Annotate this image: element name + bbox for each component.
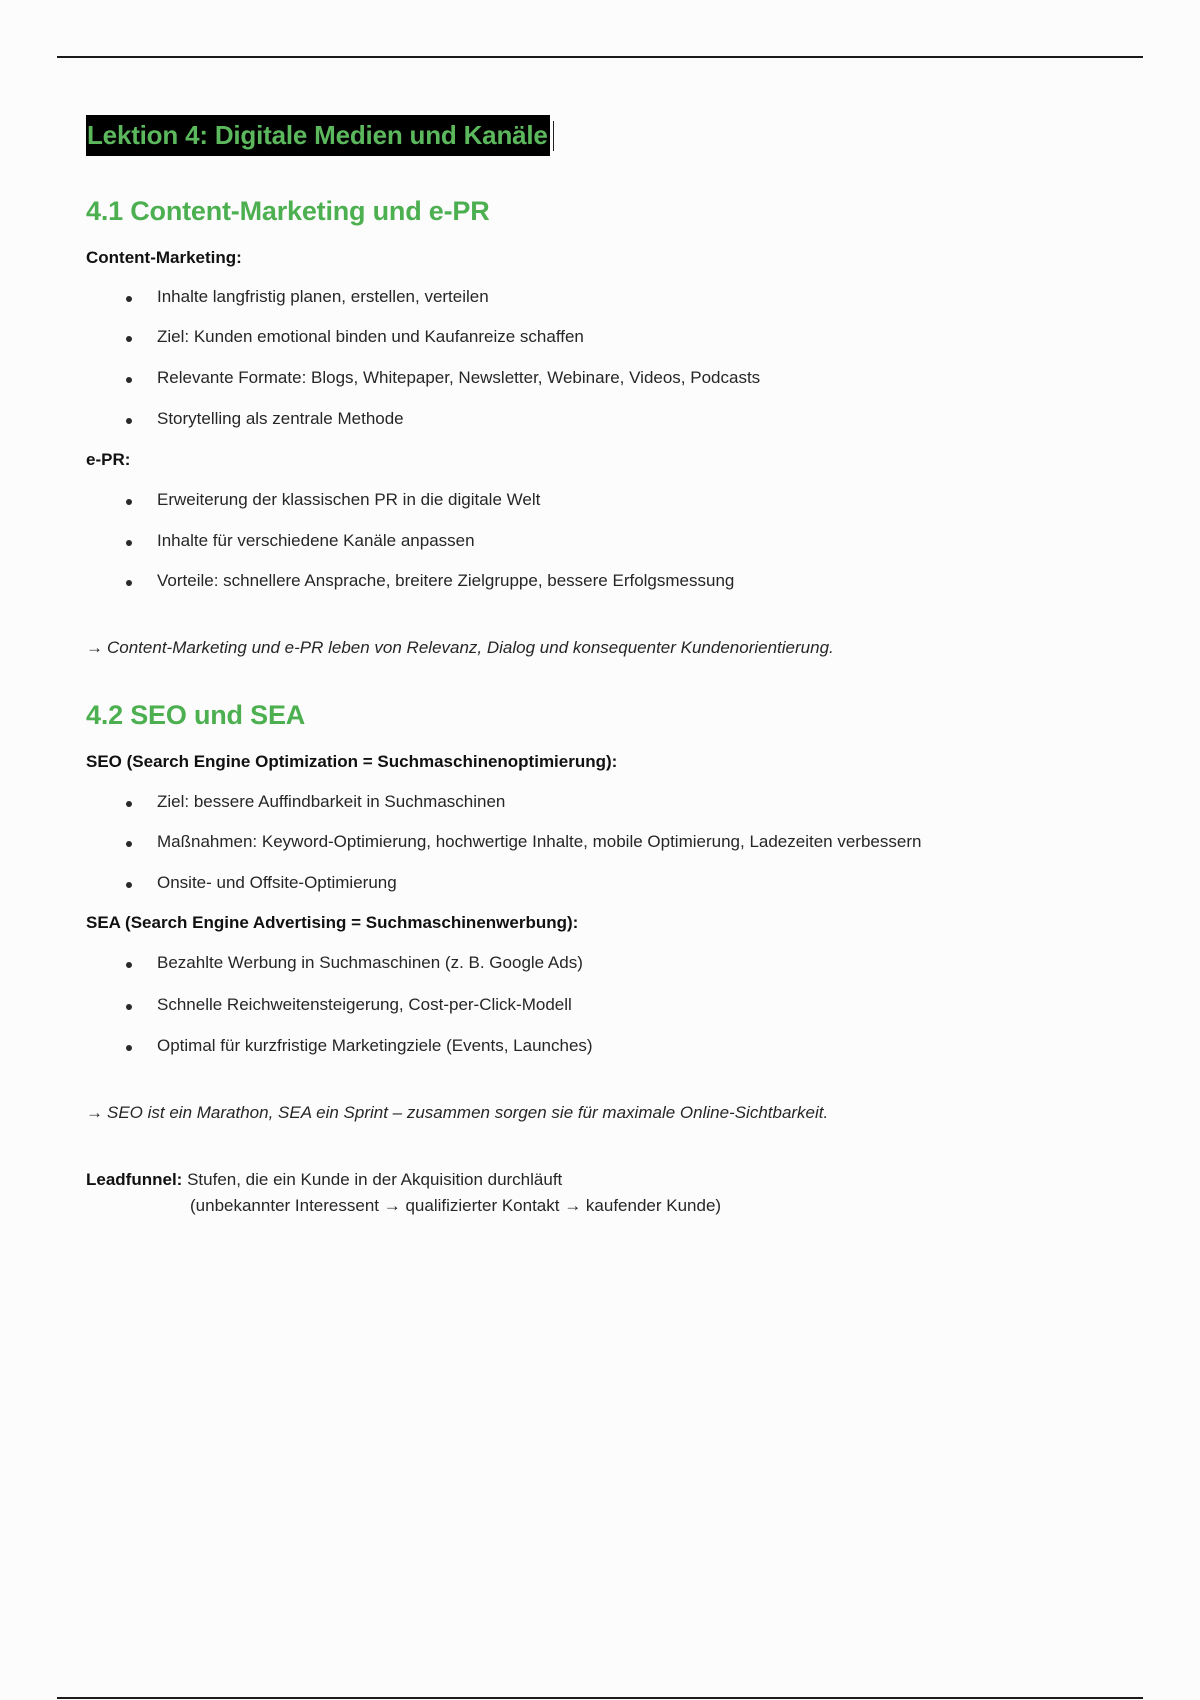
list-item [126, 287, 489, 307]
list-item [126, 873, 397, 893]
bullet-icon [126, 418, 132, 424]
list-item-text: Schnelle Reichweitensteigerung, Cost-per-Click-Modell [157, 995, 572, 1014]
list-item [126, 832, 921, 852]
seo-label: SEO (Search Engine Optimization = Suchmaschinenoptimierung): [86, 752, 618, 771]
list-item-text: Storytelling als zentrale Methode [157, 409, 404, 428]
list-item [126, 792, 505, 812]
list-item-text: Maßnahmen: Keyword-Optimierung, hochwertige Inhalte, mobile Optimierung, Ladezeiten verbessern [157, 832, 922, 851]
list-item [126, 327, 584, 347]
summary-note-text: Content-Marketing und e-PR leben von Relevanz, Dialog und konsequenter Kundenorientierung. [107, 638, 834, 657]
list-item-text: Ziel: Kunden emotional binden und Kaufanreize schaffen [157, 327, 584, 346]
list-item [126, 1036, 593, 1056]
leadfunnel-detail: (unbekannter Interessent → qualifizierter Kontakt → kaufender Kunde) [190, 1196, 722, 1215]
list-item-text: Inhalte für verschiedene Kanäle anpassen [157, 531, 475, 550]
leadfunnel-definition-text: Stufen, die ein Kunde in der Akquisition durchläuft [187, 1170, 563, 1189]
list-item-text: Vorteile: schnellere Ansprache, breitere Zielgruppe, bessere Erfolgsmessung [157, 571, 735, 590]
bullet-icon [126, 377, 132, 383]
summary-note-4-1 [86, 638, 834, 658]
section-heading-4-2: 4.2 SEO und SEA [86, 700, 306, 730]
bullet-icon [126, 841, 132, 847]
list-item-text: Erweiterung der klassischen PR in die digitale Welt [157, 490, 541, 509]
text-cursor [553, 121, 554, 151]
bullet-icon [126, 882, 132, 888]
bullet-icon [126, 540, 132, 546]
list-item-text: Bezahlte Werbung in Suchmaschinen (z. B. Google Ads) [157, 953, 583, 972]
leadfunnel-definition [86, 1170, 562, 1190]
lesson-title-text[interactable]: Lektion 4: Digitale Medien und Kanäle [86, 115, 550, 156]
bullet-icon [126, 1045, 132, 1051]
bullet-icon [126, 1004, 132, 1010]
bullet-icon [126, 801, 132, 807]
list-item [126, 953, 583, 973]
list-item [126, 995, 572, 1015]
list-item-text: Ziel: bessere Auffindbarkeit in Suchmaschinen [157, 792, 506, 811]
top-rule [57, 56, 1143, 58]
summary-note-text: SEO ist ein Marathon, SEA ein Sprint – zusammen sorgen sie für maximale Online-Sichtbarkeit. [107, 1103, 829, 1122]
bullet-icon [126, 580, 132, 586]
list-item [126, 571, 734, 591]
list-item-text: Optimal für kurzfristige Marketingziele (Events, Launches) [157, 1036, 593, 1055]
bottom-rule [57, 1697, 1143, 1699]
arrow-right-icon: → [86, 1103, 103, 1122]
lesson-title[interactable] [86, 115, 554, 156]
list-item-text: Inhalte langfristig planen, erstellen, verteilen [157, 287, 489, 306]
bullet-icon [126, 296, 132, 302]
section-heading-4-1: 4.1 Content-Marketing und e-PR [86, 196, 490, 226]
epr-label: e-PR: [86, 450, 131, 469]
arrow-right-icon: → [86, 638, 103, 657]
list-item [126, 409, 404, 429]
sea-label: SEA (Search Engine Advertising = Suchmaschinenwerbung): [86, 913, 579, 932]
leadfunnel-term: Leadfunnel: [86, 1170, 183, 1189]
list-item [126, 490, 540, 510]
content-marketing-label: Content-Marketing: [86, 248, 242, 267]
bullet-icon [126, 499, 132, 505]
summary-note-4-2 [86, 1103, 828, 1123]
list-item-text: Relevante Formate: Blogs, Whitepaper, Newsletter, Webinare, Videos, Podcasts [157, 368, 761, 387]
list-item [126, 531, 475, 551]
list-item-text: Onsite- und Offsite-Optimierung [157, 873, 397, 892]
bullet-icon [126, 962, 132, 968]
bullet-icon [126, 336, 132, 342]
list-item [126, 368, 760, 388]
